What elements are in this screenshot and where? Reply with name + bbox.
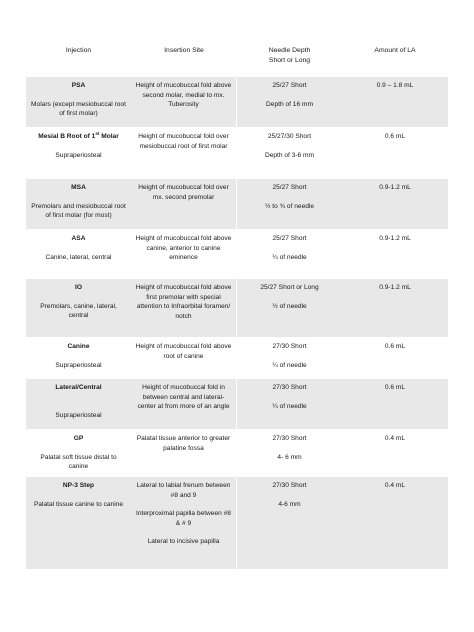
insertion-site-text: Height of mucobuccal fold over mesiobuccal root of first molar xyxy=(138,133,229,150)
injection-cell xyxy=(26,230,131,278)
needle-depth-cell xyxy=(237,279,342,337)
insertion-site-text: Interproximal papilla between #8 & # 9 xyxy=(136,510,231,527)
needle-depth: ½ to ¾ of needle xyxy=(264,202,315,210)
header-needle-depth-line2: Short or Long xyxy=(268,56,311,64)
needle-gauge: 25/27 Short xyxy=(272,82,307,89)
needle-gauge: 25/27/30 Short xyxy=(267,133,312,140)
insertion-site-cell xyxy=(131,279,237,337)
insertion-site-cell xyxy=(131,477,237,569)
injection-name: Mesial B Root of 1st Molar xyxy=(38,130,119,140)
injection-name: Canine xyxy=(67,343,90,350)
needle-gauge: 25/27 Short xyxy=(272,235,307,242)
needle-depth: Depth of 16 mm xyxy=(266,100,313,108)
injection-cell xyxy=(26,338,131,378)
injection-area: Molars (except mesiobuccal root of first molar) xyxy=(31,100,126,118)
amount-cell: 0.9-1.2 mL xyxy=(379,235,411,242)
injection-name: Lateral/Central xyxy=(55,384,102,391)
injection-name: MSA xyxy=(71,184,86,191)
table-row xyxy=(26,279,448,338)
amount-cell: 0.4 mL xyxy=(384,482,406,489)
insertion-site-cell xyxy=(131,128,237,178)
header-insertion-site: Insertion Site xyxy=(164,47,204,54)
insertion-site-cell xyxy=(131,338,237,378)
injection-cell xyxy=(26,379,131,429)
injection-area: Supraperiosteal xyxy=(55,411,102,419)
injection-name: IO xyxy=(75,284,82,291)
needle-depth: 4- 6 mm xyxy=(277,453,302,461)
injection-name: ASA xyxy=(71,235,86,242)
insertion-site-cell xyxy=(131,77,237,127)
table-row xyxy=(26,430,448,477)
insertion-site-cell xyxy=(131,379,237,429)
injection-area: Palatal soft tissue distal to canine xyxy=(40,453,117,471)
needle-depth-cell xyxy=(237,430,342,476)
insertion-site-text: Height of mucobuccal fold above second molar, medial to mx. Tuberosity xyxy=(135,82,232,109)
amount-cell: 0.9 – 1.8 mL xyxy=(376,82,414,89)
table-row xyxy=(26,379,448,430)
injection-area: Palatal tissue canine to canine xyxy=(33,500,124,508)
injection-cell xyxy=(26,477,131,569)
insertion-site-text: Height of mucobuccal fold in between central and lateral- center at from more of an angle xyxy=(137,384,230,411)
needle-depth: ½ of needle xyxy=(272,302,307,310)
needle-depth-cell xyxy=(237,128,342,178)
injection-name: NP-3 Step xyxy=(62,482,95,489)
needle-depth: ¼ of needle xyxy=(272,402,307,410)
amount-cell: 0.9-1.2 mL xyxy=(379,284,411,291)
needle-gauge: 25/27 Short xyxy=(272,184,307,191)
injection-cell xyxy=(26,430,131,476)
header-needle-depth xyxy=(237,40,342,76)
needle-gauge: 27/30 Short xyxy=(272,482,307,489)
injection-area: Premolars and mesiobuccal root of first molar (for most) xyxy=(31,202,126,220)
needle-depth-cell xyxy=(237,179,342,229)
table-header xyxy=(26,40,448,77)
amount-cell: 0.9-1.2 mL xyxy=(379,184,411,191)
needle-depth: ¼ of needle xyxy=(272,361,307,369)
header-amount: Amount of LA xyxy=(374,47,416,54)
injection-area: Supraperiosteal xyxy=(55,151,102,159)
injection-area: Premolars, canine, lateral, central xyxy=(40,302,117,320)
insertion-site-cell xyxy=(131,430,237,476)
needle-depth-cell xyxy=(237,379,342,429)
table-row xyxy=(26,77,448,128)
table-row xyxy=(26,128,448,179)
insertion-site-text: Height of mucobuccal fold above root of canine xyxy=(135,343,232,360)
injection-name: GP xyxy=(73,435,84,442)
amount-cell: 0.6 mL xyxy=(384,384,406,391)
injection-cell xyxy=(26,179,131,229)
needle-depth-cell xyxy=(237,338,342,378)
insertion-site-text: Lateral to incisive papilla xyxy=(147,538,220,546)
insertion-site-cell xyxy=(131,179,237,229)
injection-name: PSA xyxy=(71,82,86,89)
insertion-site-text: Palatal tissue anterior to greater palatine fossa xyxy=(136,435,231,452)
injection-area: Supraperiosteal xyxy=(55,361,102,369)
local-anesthesia-table xyxy=(26,40,448,570)
needle-gauge: 27/30 Short xyxy=(272,343,307,350)
insertion-site-text: Height of mucobuccal fold above first premolar with special attention to Infraorbital foramen/ notch xyxy=(135,284,232,320)
table-row xyxy=(26,477,448,570)
needle-depth-cell xyxy=(237,477,342,569)
needle-depth: Depth of 3-6 mm xyxy=(264,151,315,159)
needle-gauge: 25/27 Short or Long xyxy=(260,284,319,291)
injection-cell xyxy=(26,128,131,178)
insertion-site-text: Height of mucobuccal fold above canine, anterior to canine eminence xyxy=(135,235,232,262)
injection-cell xyxy=(26,279,131,337)
needle-depth: ¼ of needle xyxy=(272,253,307,261)
header-needle-depth-line1: Needle Depth xyxy=(268,47,311,54)
needle-depth-cell xyxy=(237,77,342,127)
injection-area: Canine, lateral, central xyxy=(45,253,112,261)
needle-gauge: 27/30 Short xyxy=(272,384,307,391)
insertion-site-text: Lateral to labial frenum between #8 and 9 xyxy=(136,482,231,499)
injection-cell xyxy=(26,77,131,127)
amount-cell: 0.6 mL xyxy=(384,133,406,140)
amount-cell: 0.4 mL xyxy=(384,435,406,442)
table-row xyxy=(26,230,448,279)
insertion-site-text: Height of mucobuccal fold over mx. second premolar xyxy=(138,184,229,201)
amount-cell: 0.6 mL xyxy=(384,343,406,350)
needle-depth-cell xyxy=(237,230,342,278)
header-injection: Injection xyxy=(65,47,92,54)
insertion-site-cell xyxy=(131,230,237,278)
needle-gauge: 27/30 Short xyxy=(272,435,307,442)
table-row xyxy=(26,179,448,230)
needle-depth: 4-6 mm xyxy=(278,500,301,508)
table-row xyxy=(26,338,448,379)
